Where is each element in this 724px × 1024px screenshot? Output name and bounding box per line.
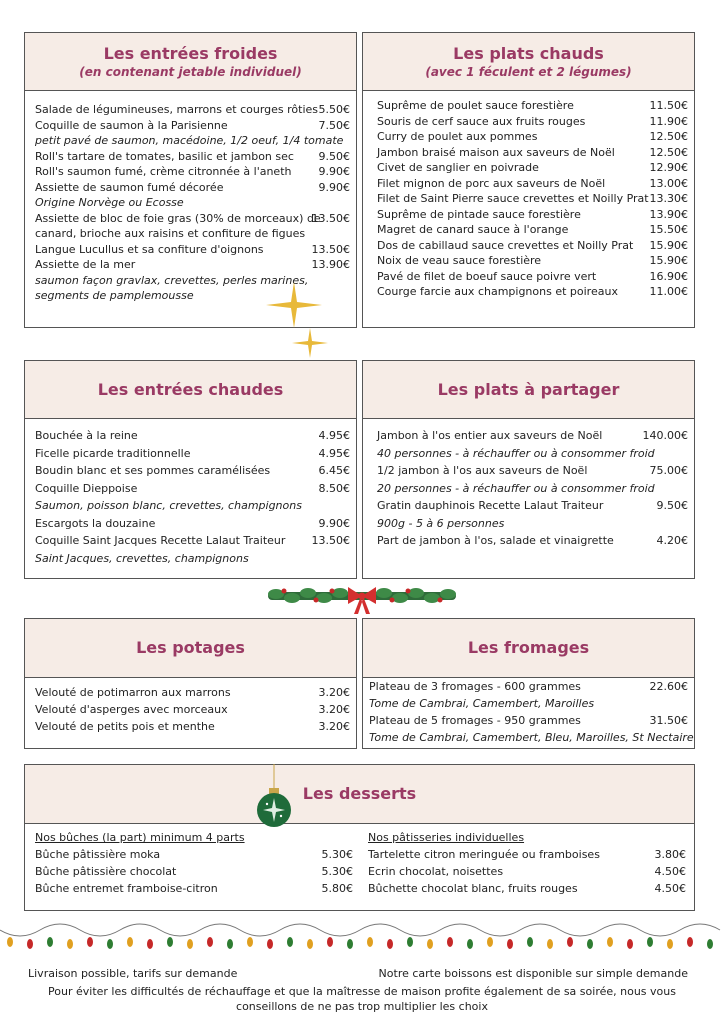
dessert-list-right [368, 831, 686, 899]
list-item: 20 personnes - à réchauffer ou à consommer froid [377, 481, 655, 495]
list-item: petit pavé de saumon, macédoine, 1/2 oeuf, 1/4 tomate [35, 134, 344, 147]
item-list [25, 678, 356, 737]
list-item: Jambon braisé maison aux saveurs de Noël 12.50€ [377, 145, 688, 159]
list-item: canard, brioche aux raisins et confiture de figues [35, 227, 306, 240]
list-item: Tome de Cambrai, Camembert, Maroilles [369, 697, 595, 710]
list-heading: Nos bûches (la part) minimum 4 parts [35, 831, 245, 844]
item-list [363, 91, 694, 301]
list-item: Pavé de filet de boeuf sauce poivre vert 16.90€ [377, 269, 688, 283]
list-item: Bûche entremet framboise-citron 5.80€ [35, 882, 353, 895]
list-item: Tartelette citron meringuée ou framboises 3.80€ [368, 848, 686, 861]
section-plats-partager [362, 360, 695, 579]
footer-advice-line1: Pour éviter les difficultés de réchauffage et que la maîtresse de maison profite également de sa soirée, nous vous [48, 985, 676, 998]
list-item: Roll's tartare de tomates, basilic et jambon sec 9.50€ [35, 149, 350, 163]
section-fromages [362, 618, 695, 749]
list-item: Roll's saumon fumé, crème citronnée à l'aneth 9.90€ [35, 165, 350, 178]
list-item: Plateau de 3 fromages - 600 grammes 22.60€ [369, 680, 688, 693]
list-item: Saint Jacques, crevettes, champignons [35, 551, 249, 565]
list-item: Civet de sanglier en poivrade 12.90€ [377, 161, 688, 174]
list-item: Ficelle picarde traditionnelle 4.95€ [35, 446, 350, 460]
section-title: Les entrées chaudes [97, 379, 284, 399]
list-item: Ecrin chocolat, noisettes 4.50€ [368, 865, 686, 878]
section-title: Les plats chauds [453, 43, 604, 63]
list-item: Assiette de saumon fumé décorée 9.90€ [35, 180, 350, 194]
list-item: Origine Norvège ou Ecosse [35, 196, 184, 209]
list-item: Plateau de 5 fromages - 950 grammes 31.50€ [369, 714, 688, 727]
list-item: Suprême de poulet sauce forestière 11.50€ [377, 99, 688, 112]
section-entrees-chaudes [24, 360, 357, 579]
list-item: Velouté d'asperges avec morceaux 3.20€ [35, 703, 350, 716]
section-title: Les desserts [302, 784, 417, 803]
list-item: Coquille Saint Jacques Recette Lalaut Traiteur 13.50€ [35, 534, 350, 547]
list-item: Magret de canard sauce à l'orange 15.50€ [377, 223, 688, 236]
section-desserts [24, 764, 695, 911]
section-header [363, 619, 694, 678]
section-header [25, 619, 356, 678]
section-title: Les plats à partager [437, 379, 620, 399]
section-potages [24, 618, 357, 749]
item-list [363, 678, 694, 748]
list-item: Assiette de la mer 13.90€ [35, 258, 350, 271]
list-item: Velouté de petits pois et menthe 3.20€ [35, 720, 350, 733]
list-item: Bûche pâtissière chocolat 5.30€ [35, 865, 353, 878]
gold-star-icon [292, 328, 328, 358]
list-heading: Nos pâtisseries individuelles [368, 831, 525, 844]
list-item: Filet de Saint Pierre sauce crevettes et Noilly Prat 13.30€ [377, 192, 688, 205]
section-title: Les potages [136, 638, 245, 657]
list-item: 1/2 jambon à l'os aux saveurs de Noël 75.00€ [377, 464, 688, 477]
section-header [25, 765, 694, 824]
list-item: Tome de Cambrai, Camembert, Bleu, Maroilles, St Nectaire [369, 731, 694, 744]
list-item: Suprême de pintade sauce forestière 13.90€ [377, 207, 688, 221]
section-title: Les entrées froides [103, 43, 278, 63]
section-header [363, 33, 694, 91]
list-item: Escargots la douzaine 9.90€ [35, 516, 350, 530]
footer-delivery-note: Livraison possible, tarifs sur demande [28, 967, 238, 980]
list-item: Bûchette chocolat blanc, fruits rouges 4.50€ [368, 882, 686, 895]
list-item: Courge farcie aux champignons et poireaux 11.00€ [377, 285, 688, 298]
dessert-list-left [35, 831, 353, 899]
list-item: Bouchée à la reine 4.95€ [35, 429, 350, 442]
footer-advice-line2: conseillons de ne pas trop multiplier les choix [236, 1000, 488, 1013]
list-item: segments de pamplemousse [35, 289, 194, 302]
section-plats-chauds [362, 32, 695, 328]
gold-star-icon [266, 282, 322, 328]
section-header [25, 33, 356, 91]
list-item: Part de jambon à l'os, salade et vinaigrette 4.20€ [377, 534, 688, 547]
section-title: Les fromages [467, 638, 590, 657]
item-list [25, 419, 356, 569]
list-item: Coquille de saumon à la Parisienne 7.50€ [35, 118, 350, 132]
list-item: Boudin blanc et ses pommes caramélisées 6.45€ [35, 464, 350, 477]
list-item: saumon façon gravlax, crevettes, perles marines, [35, 273, 309, 287]
holly-garland-icon [262, 582, 462, 616]
list-item: Jambon à l'os entier aux saveurs de Noël 140.00€ [377, 429, 688, 442]
list-item: Curry de poulet aux pommes 12.50€ [377, 130, 688, 143]
footer-drinks-note: Notre carte boissons est disponible sur simple demande [378, 967, 688, 980]
list-item: Dos de cabillaud sauce crevettes et Noilly Prat 15.90€ [377, 238, 688, 252]
list-item: Langue Lucullus et sa confiture d'oignons 13.50€ [35, 242, 350, 256]
list-item: Velouté de potimarron aux marrons 3.20€ [35, 686, 350, 699]
list-item: Saumon, poisson blanc, crevettes, champignons [35, 499, 302, 512]
list-item: Filet mignon de porc aux saveurs de Noël 13.00€ [377, 176, 688, 190]
section-header [25, 361, 356, 419]
section-subtitle: (en contenant jetable individuel) [79, 64, 302, 79]
list-item: Noix de veau sauce forestière 15.90€ [377, 254, 688, 267]
list-item: 40 personnes - à réchauffer ou à consommer froid [377, 446, 655, 460]
section-subtitle: (avec 1 féculent et 2 légumes) [425, 64, 632, 79]
list-item: Gratin dauphinois Recette Lalaut Traiteur 9.50€ [377, 499, 688, 512]
list-item: Coquille Dieppoise 8.50€ [35, 481, 350, 495]
item-list [25, 91, 356, 305]
list-item: Assiette de bloc de foie gras (30% de morceaux) de 13.50€ [35, 211, 350, 225]
list-item: Bûche pâtissière moka 5.30€ [35, 848, 353, 861]
item-list [363, 419, 694, 552]
string-lights-icon [0, 922, 724, 956]
section-header [363, 361, 694, 419]
list-item: Souris de cerf sauce aux fruits rouges 11.90€ [377, 114, 688, 128]
list-item: Salade de légumineuses, marrons et courges rôties 5.50€ [35, 103, 350, 116]
christmas-ornament-icon [254, 764, 294, 830]
list-item: 900g - 5 à 6 personnes [377, 516, 505, 530]
